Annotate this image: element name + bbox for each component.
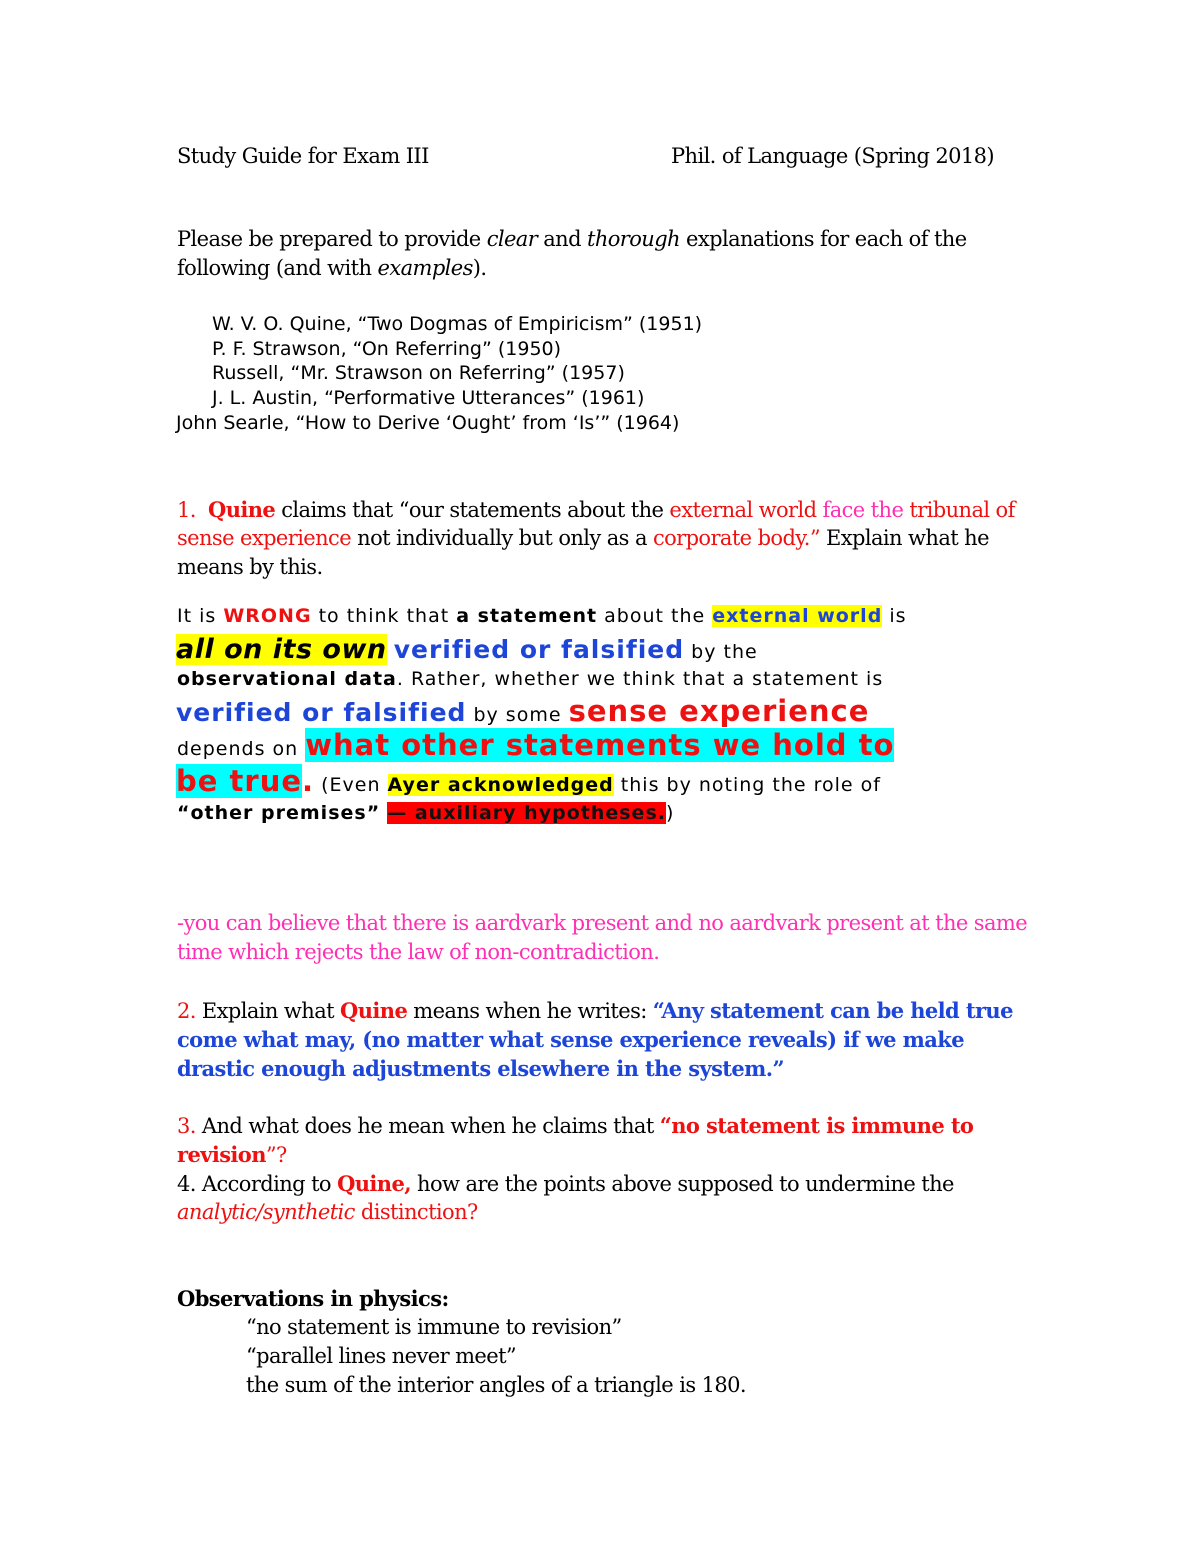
q3-quote-2: revision	[177, 1142, 266, 1167]
intro-and: and	[537, 227, 587, 251]
q4-line-1	[177, 1171, 954, 1196]
answer-line-6	[176, 764, 881, 798]
q1-line-2	[177, 526, 989, 550]
observation-item: “no statement is immune to revision”	[246, 1315, 622, 1339]
answer-what-other-statements: what other statements we hold to	[305, 728, 895, 762]
q3-number: 3.	[177, 1114, 196, 1138]
answer-line-1	[177, 605, 907, 627]
q3-line-1	[177, 1113, 973, 1138]
q2-quote-1: “Any statement can be held true	[652, 998, 1013, 1023]
intro-text-3: following (and with	[177, 256, 378, 280]
q1-text-2: not individually but only as a	[351, 526, 653, 550]
reading-item: W. V. O. Quine, “Two Dogmas of Empiricism” (1951)	[212, 313, 703, 335]
answer-line-7	[177, 802, 674, 824]
q2-text: Explain what	[195, 999, 341, 1023]
q4-distinction: distinction?	[354, 1200, 478, 1224]
q2-quote-3: drastic enough adjustments elsewhere in the system.”	[177, 1056, 784, 1081]
answer-close-paren: )	[665, 802, 675, 824]
q3-quote-1: “no statement is immune to	[659, 1113, 974, 1138]
answer-a-statement: a statement	[456, 605, 598, 627]
q2-quine: Quine	[340, 998, 408, 1023]
answer-text-6: . Rather, whether we think that a statement is	[396, 668, 884, 690]
answer-sense-experience: sense experience	[568, 694, 870, 728]
q1-line-3: means by this.	[177, 555, 323, 579]
intro-line-1	[177, 227, 967, 251]
q4-number: 4.	[177, 1172, 196, 1196]
header-course: Phil. of Language (Spring 2018)	[671, 144, 995, 168]
q4-quine: Quine,	[337, 1171, 411, 1196]
q1-quine: Quine	[208, 497, 276, 522]
q1-text-3: Explain what he	[819, 526, 989, 550]
answer-line-3	[177, 668, 883, 690]
intro-clear: clear	[486, 227, 538, 251]
q4-line-2	[177, 1200, 478, 1224]
answer-dot: .	[302, 764, 315, 798]
answer-auxiliary-hypotheses: — auxiliary hypotheses.	[387, 802, 666, 824]
q4-analytic-synthetic: analytic/synthetic	[177, 1200, 355, 1224]
q1-line-1	[177, 497, 1015, 522]
q2-text-2: means when he writes:	[407, 999, 653, 1023]
reading-item: John Searle, “How to Derive ‘Ought’ from ‘Is’” (1964)	[176, 412, 680, 434]
answer-text-9: (Even	[314, 774, 388, 796]
intro-line-2	[177, 256, 486, 280]
q4-text: According to	[195, 1172, 338, 1196]
note-line-2: time which rejects the law of non-contradiction.	[177, 940, 660, 964]
answer-text: It is	[177, 605, 224, 627]
intro-thorough: thorough	[587, 227, 680, 251]
answer-all-on-its-own: all on its own	[176, 634, 387, 665]
answer-text-3: about the	[597, 605, 713, 627]
q2-line-1	[177, 998, 1013, 1023]
answer-other-premises: “other premises”	[177, 802, 381, 824]
intro-text-2: explanations for each of the	[679, 227, 967, 251]
q1-tribunal: tribunal of	[909, 498, 1015, 522]
answer-text-4: is	[882, 605, 907, 627]
q1-corporate-body: corporate body.”	[652, 526, 820, 550]
intro-text: Please be prepared to provide	[177, 227, 487, 251]
q1-sense-experience: sense experience	[177, 526, 352, 550]
reading-item: Russell, “Mr. Strawson on Referring” (1957)	[212, 362, 625, 384]
note-line-1: -you can believe that there is aardvark present and no aardvark present at the same	[177, 911, 1028, 935]
q2-number: 2.	[177, 999, 196, 1023]
q1-face-the: face the	[816, 498, 910, 522]
intro-text-4: ).	[472, 256, 487, 280]
answer-line-2	[176, 634, 758, 665]
q2-quote-2: come what may, (no matter what sense experience reveals) if we make	[177, 1027, 964, 1052]
answer-be-true: be true	[176, 764, 303, 798]
header-title: Study Guide for Exam III	[177, 144, 429, 168]
reading-item: P. F. Strawson, “On Referring” (1950)	[212, 338, 562, 360]
answer-text-2: to think that	[311, 605, 457, 627]
answer-line-5	[177, 728, 894, 762]
q3-line-2	[177, 1142, 287, 1167]
answer-verified-or-falsified-2: verified or falsified	[176, 698, 467, 727]
intro-examples: examples	[377, 256, 473, 280]
q1-external-world: external world	[669, 498, 817, 522]
observations-heading: Observations in physics:	[177, 1286, 449, 1311]
answer-wrong: WRONG	[223, 605, 312, 627]
answer-text-8: depends on	[177, 738, 306, 760]
answer-text-5: by the	[684, 641, 758, 663]
q1-text: claims that “our statements about the	[275, 498, 670, 522]
q1-number: 1.	[177, 498, 196, 522]
q3-end: ”?	[265, 1143, 287, 1167]
reading-item: J. L. Austin, “Performative Utterances” (1961)	[212, 387, 645, 409]
answer-text-10: this by noting the role of	[613, 774, 881, 796]
answer-external-world: external world	[712, 605, 883, 627]
observation-item: the sum of the interior angles of a triangle is 180.	[246, 1373, 746, 1397]
q4-text-2: how are the points above supposed to undermine the	[410, 1172, 954, 1196]
q3-text: And what does he mean when he claims that	[195, 1114, 660, 1138]
answer-line-4	[176, 694, 869, 728]
observation-item: “parallel lines never meet”	[246, 1344, 517, 1368]
answer-text-7: by some	[466, 704, 569, 726]
answer-verified-or-falsified: verified or falsified	[393, 635, 685, 664]
answer-ayer-acknowledged: Ayer acknowledged	[387, 774, 614, 796]
answer-observational-data: observational data	[177, 668, 397, 690]
